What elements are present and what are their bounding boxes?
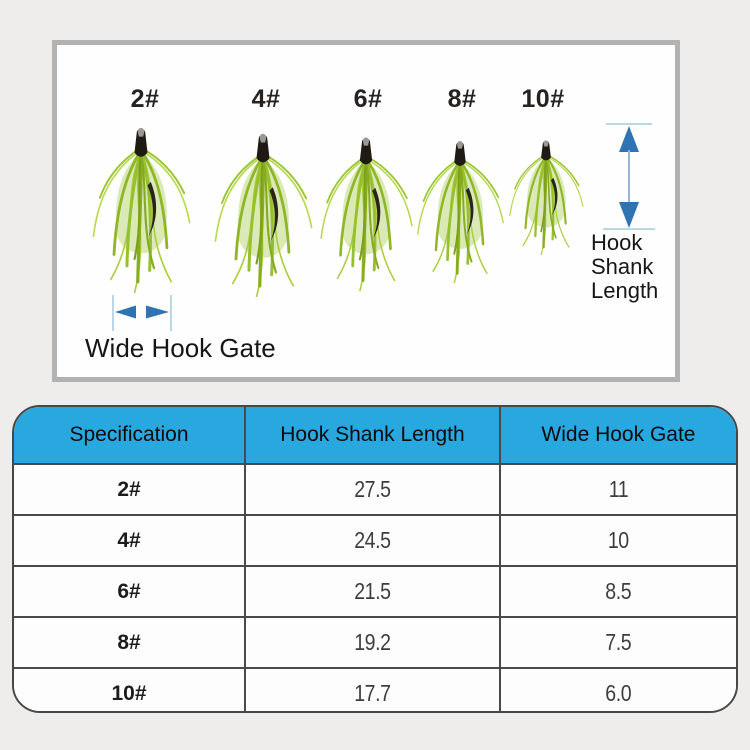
- vertical-dimension-arrow-icon: [615, 126, 643, 228]
- hook-gate-value: 8.5: [605, 578, 632, 604]
- spec-cell: 10#: [14, 668, 245, 713]
- table-row: [14, 515, 736, 566]
- size-label-6: 6#: [353, 85, 383, 113]
- spec-cell: 4#: [14, 515, 245, 566]
- hook-gate-left-tick: [112, 295, 114, 331]
- feather-hook-image-10: [505, 137, 587, 255]
- shank-length-value: 17.7: [354, 680, 391, 706]
- header-hook-shank-length: Hook Shank Length: [245, 407, 500, 464]
- hook-gate-value: 10: [607, 527, 629, 553]
- product-image-panel: [52, 40, 680, 382]
- table-row: [14, 464, 736, 515]
- size-label-8: 8#: [447, 85, 477, 113]
- hook-gate-right-tick: [170, 295, 172, 331]
- horizontal-dimension-arrow-icon: [115, 304, 169, 320]
- hook-gate-value: 6.0: [605, 680, 632, 706]
- size-label-2: 2#: [130, 85, 160, 113]
- wide-hook-gate-label: Wide Hook Gate: [85, 333, 276, 363]
- hook-gate-value: 7.5: [605, 629, 632, 655]
- table-row: [14, 566, 736, 617]
- spec-cell: 2#: [14, 464, 245, 515]
- feather-hook-image-8: [412, 137, 508, 283]
- shank-length-value: 27.5: [354, 476, 391, 502]
- shank-length-value: 21.5: [354, 578, 391, 604]
- header-specification: Specification: [14, 407, 245, 464]
- hook-shank-length-label: Hook Shank Length: [591, 230, 659, 303]
- hook-gate-value: 11: [608, 476, 629, 502]
- header-wide-hook-gate: Wide Hook Gate: [500, 407, 736, 464]
- spec-cell: 6#: [14, 566, 245, 617]
- feather-hook-image-6: [315, 133, 417, 291]
- size-label-4: 4#: [251, 85, 281, 113]
- shank-length-value: 24.5: [354, 527, 391, 553]
- spec-cell: 8#: [14, 617, 245, 668]
- shank-length-top-tick: [606, 123, 652, 125]
- table-row: [14, 668, 736, 713]
- shank-length-value: 19.2: [354, 629, 391, 655]
- table-header-row: [14, 407, 736, 464]
- specification-table: [12, 405, 738, 713]
- size-label-10: 10#: [521, 85, 565, 113]
- feather-hook-image-2: [87, 123, 195, 293]
- table-row: [14, 617, 736, 668]
- feather-hook-image-4: [209, 129, 317, 297]
